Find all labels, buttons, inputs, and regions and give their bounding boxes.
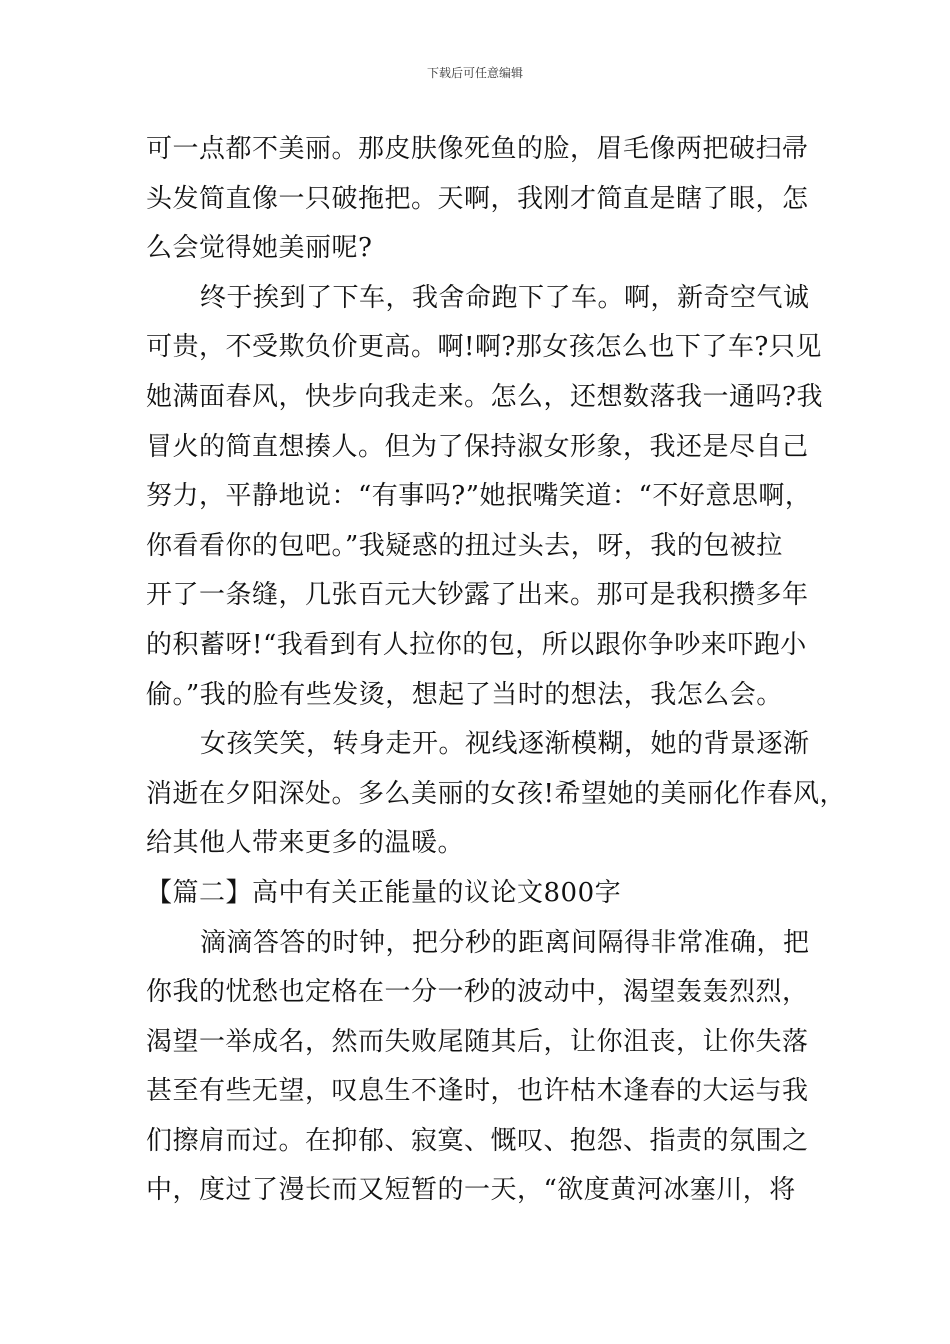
section-heading: 【篇二】高中有关正能量的议论文800字 [146,877,622,908]
text-line: 偷。”我的脸有些发烫，想起了当时的想法，我怎么会。 [146,679,783,710]
text-line: 么会觉得她美丽呢? [146,233,373,264]
paragraph-first-line: 终于挨到了下车，我舍命跑下了车。啊，新奇空气诚 [200,282,810,313]
paragraph-first-line: 滴滴答答的时钟，把分秒的距离间隔得非常准确，把 [200,927,810,958]
page-header: 下载后可任意编辑 [426,66,523,80]
text-line: 消逝在夕阳深处。多么美丽的女孩!希望她的美丽化作春风， [146,778,846,809]
paragraph-first-line: 女孩笑笑，转身走开。视线逐渐模糊，她的背景逐渐 [200,729,810,760]
text-line: 你我的忧愁也定格在一分一秒的波动中，渴望轰轰烈烈， [146,977,809,1008]
text-line: 可贵，不受欺负价更高。啊!啊?那女孩怎么也下了车?只见 [146,332,822,363]
text-line: 的积蓄呀!“我看到有人拉你的包，所以跟你争吵来吓跑小 [146,629,807,660]
text-line: 们擦肩而过。在抑郁、寂寞、慨叹、抱怨、指责的氛围之 [146,1125,809,1156]
text-line: 可一点都不美丽。那皮肤像死鱼的脸，眉毛像两把破扫帚 [146,134,809,164]
document-body [146,125,846,1216]
text-line: 冒火的简直想揍人。但为了保持淑女形象，我还是尽自己 [146,431,809,462]
text-line: 开了一条缝，几张百元大钞露了出来。那可是我积攒多年 [146,580,809,611]
text-line: 努力，平静地说：“有事吗?”她抿嘴笑道：“不好意思啊， [146,481,812,512]
text-line: 给其他人带来更多的温暖。 [146,828,465,859]
text-line: 头发简直像一只破拖把。天啊，我刚才简直是瞎了眼，怎 [146,183,809,214]
text-line: 中，度过了漫长而又短暂的一天，“欲度黄河冰塞川，将 [146,1175,796,1206]
text-line: 你看看你的包吧。”我疑惑的扭过头去，呀，我的包被拉 [146,530,783,561]
text-line: 渴望一举成名，然而失败尾随其后，让你沮丧，让你失落 [146,1026,809,1057]
text-line: 甚至有些无望，叹息生不逢时，也许枯木逢春的大运与我 [146,1076,809,1107]
text-line: 她满面春风，快步向我走来。怎么，还想数落我一通吗?我 [146,381,823,412]
